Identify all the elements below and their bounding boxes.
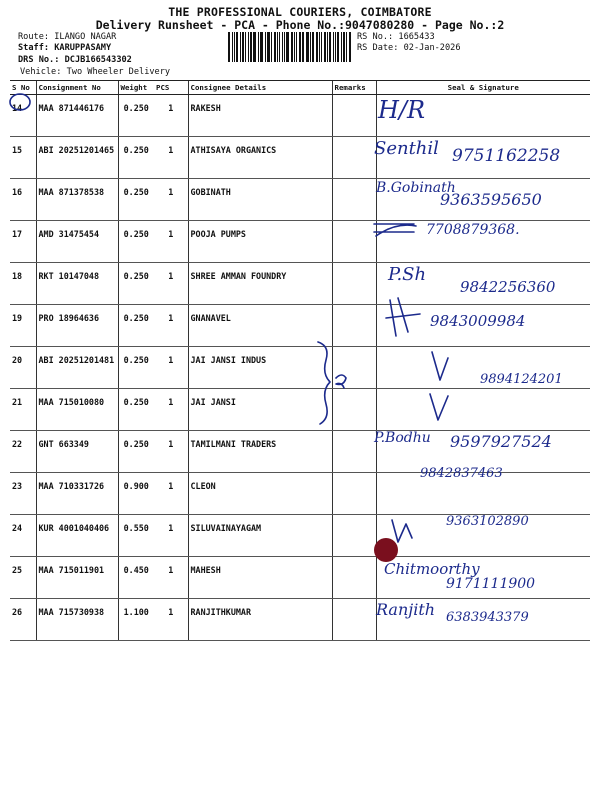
cell-sno: 17: [10, 221, 36, 263]
barcode-bar: [250, 32, 252, 62]
cell-weight: 0.250: [118, 221, 154, 263]
rs-no-label: RS No.:: [357, 32, 394, 42]
staff-value: KARUPPASAMY: [54, 43, 112, 53]
cell-consignee: ATHISAYA ORGANICS: [188, 137, 332, 179]
barcode-bar: [228, 32, 230, 62]
cell-remarks: [332, 515, 376, 557]
cell-pcs: 1: [154, 347, 188, 389]
barcode-bar: [337, 32, 339, 62]
route-value: ILANGO NAGAR: [54, 32, 117, 42]
barcode-bar: [248, 32, 249, 62]
cell-pcs: 1: [154, 599, 188, 641]
col-weight: Weight: [118, 81, 154, 95]
staff-line: [18, 43, 111, 53]
cell-weight: 0.550: [118, 515, 154, 557]
cell-signature: [376, 389, 590, 431]
rs-no-value: 1665433: [398, 32, 435, 42]
cell-weight: 0.250: [118, 95, 154, 137]
barcode-bar: [302, 32, 303, 62]
cell-consignee: JAI JANSI INDUS: [188, 347, 332, 389]
signature-19-phone: 9843009984: [430, 312, 526, 330]
vehicle-label: Vehicle:: [20, 67, 62, 77]
col-seal-signature: Seal & Signature: [376, 81, 590, 95]
cell-sno: 14: [10, 95, 36, 137]
barcode-bar: [258, 32, 259, 62]
cell-pcs: 1: [154, 137, 188, 179]
barcode-bar: [341, 32, 342, 62]
signature-26-phone: 6383943379: [446, 610, 529, 625]
table-row: [10, 95, 590, 137]
rs-date-label: RS Date:: [357, 43, 399, 53]
staff-label: Staff:: [18, 43, 50, 53]
signature-23-phone: 9842837463: [420, 466, 503, 481]
signature-15-phone: 9751162258: [452, 146, 561, 166]
cell-consignment: MAA 871378538: [36, 179, 118, 221]
cell-consignee: RAKESH: [188, 95, 332, 137]
vehicle-value: Two Wheeler Delivery: [66, 67, 171, 77]
barcode-bar: [284, 32, 285, 62]
cell-sno: 23: [10, 473, 36, 515]
rs-no-line: [357, 32, 435, 42]
barcode-bar: [265, 32, 266, 62]
cell-remarks: [332, 431, 376, 473]
barcode-bar: [253, 32, 256, 62]
table-header-row: [10, 81, 590, 95]
barcode-bar: [306, 32, 309, 62]
cell-sno: 15: [10, 137, 36, 179]
barcode-bar: [271, 32, 272, 62]
barcode-bar: [261, 32, 263, 62]
signature-25-phone: 9171111900: [446, 576, 536, 592]
cell-consignment: MAA 871446176: [36, 95, 118, 137]
col-consignee: Consignee Details: [188, 81, 332, 95]
cell-consignee: GNANAVEL: [188, 305, 332, 347]
barcode-bar: [242, 32, 244, 62]
cell-weight: 0.250: [118, 431, 154, 473]
cell-consignment: MAA 710331726: [36, 473, 118, 515]
cell-sno: 26: [10, 599, 36, 641]
cell-pcs: 1: [154, 557, 188, 599]
cell-consignee: JAI JANSI: [188, 389, 332, 431]
seal-stamp: [374, 538, 398, 562]
cell-consignment: GNT 663349: [36, 431, 118, 473]
cell-consignment: MAA 715010080: [36, 389, 118, 431]
signature-22-name: P.Bodhu: [374, 430, 431, 446]
signature-22-phone: 9597927524: [450, 432, 552, 451]
cell-pcs: 1: [154, 515, 188, 557]
cell-weight: 0.450: [118, 557, 154, 599]
col-consignment: Consignment No: [36, 81, 118, 95]
cell-remarks: [332, 137, 376, 179]
cell-consignee: GOBINATH: [188, 179, 332, 221]
table-row: [10, 389, 590, 431]
cell-consignment: MAA 715011901: [36, 557, 118, 599]
cell-remarks: [332, 599, 376, 641]
cell-consignee: CLEON: [188, 473, 332, 515]
cell-pcs: 1: [154, 179, 188, 221]
barcode-bar: [321, 32, 322, 62]
barcode-bar: [234, 32, 235, 62]
cell-remarks: [332, 305, 376, 347]
cell-remarks: [332, 179, 376, 221]
barcode-bar: [329, 32, 331, 62]
barcode-bar: [335, 32, 336, 62]
route-label: Route:: [18, 32, 50, 42]
cell-consignment: RKT 10147048: [36, 263, 118, 305]
table-row: [10, 473, 590, 515]
vehicle-line: [20, 67, 170, 77]
barcode-bar: [274, 32, 276, 62]
barcode-bar: [316, 32, 318, 62]
route-line: [18, 32, 116, 42]
barcode-bar: [324, 32, 327, 62]
signature-25-name: Chitmoorthy: [384, 560, 480, 578]
cell-weight: 0.250: [118, 347, 154, 389]
cell-remarks: [332, 389, 376, 431]
cell-consignment: PRO 18964636: [36, 305, 118, 347]
cell-sno: 16: [10, 179, 36, 221]
runsheet-subtitle: Delivery Runsheet - PCA - Phone No.:9047080280 - Page No.:2: [95, 18, 505, 32]
barcode-bar: [245, 32, 246, 62]
barcode-bar: [260, 32, 261, 62]
cell-consignee: RANJITHKUMAR: [188, 599, 332, 641]
barcode-bar: [286, 32, 289, 62]
signature-16-phone: 9363595650: [440, 190, 542, 209]
cell-remarks: [332, 557, 376, 599]
barcode-bar: [319, 32, 320, 62]
barcode-bar: [346, 32, 347, 62]
barcode-bar: [279, 32, 280, 62]
barcode: [228, 32, 352, 62]
barcode-bar: [312, 32, 314, 62]
signature-16-name: B.Gobinath: [376, 180, 456, 196]
cell-consignment: ABI 20251201481: [36, 347, 118, 389]
rs-date-line: [357, 43, 461, 53]
signature-14: H/R: [378, 96, 426, 124]
cell-sno: 19: [10, 305, 36, 347]
cell-weight: 0.900: [118, 473, 154, 515]
cell-sno: 20: [10, 347, 36, 389]
barcode-bar: [232, 32, 233, 62]
barcode-bar: [236, 32, 239, 62]
drs-value: DCJB166543302: [64, 55, 132, 65]
cell-consignee: SILUVAINAYAGAM: [188, 515, 332, 557]
barcode-bar: [333, 32, 334, 62]
col-remarks: Remarks: [332, 81, 376, 95]
cell-pcs: 1: [154, 389, 188, 431]
barcode-bar: [282, 32, 284, 62]
drs-label: DRS No.:: [18, 55, 60, 65]
signature-17-phone: 7708879368.: [426, 222, 520, 238]
cell-weight: 0.250: [118, 263, 154, 305]
cell-pcs: 1: [154, 95, 188, 137]
barcode-bar: [343, 32, 346, 62]
cell-sno: 18: [10, 263, 36, 305]
cell-pcs: 1: [154, 473, 188, 515]
signature-18-name: P.Sh: [388, 264, 427, 285]
cell-sno: 21: [10, 389, 36, 431]
cell-pcs: 1: [154, 263, 188, 305]
signature-21-phone: 9894124201: [480, 372, 563, 387]
cell-pcs: 1: [154, 305, 188, 347]
signature-26-name: Ranjith: [376, 600, 436, 619]
col-sno: S No: [10, 81, 36, 95]
barcode-bar: [296, 32, 297, 62]
signature-15-name: Senthil: [374, 138, 439, 159]
cell-weight: 0.250: [118, 305, 154, 347]
cell-weight: 0.250: [118, 389, 154, 431]
cell-remarks: [332, 221, 376, 263]
barcode-bar: [277, 32, 278, 62]
cell-consignment: KUR 4001040406: [36, 515, 118, 557]
barcode-bar: [291, 32, 293, 62]
signature-18-phone: 9842256360: [460, 278, 556, 296]
cell-pcs: 1: [154, 431, 188, 473]
cell-remarks: [332, 263, 376, 305]
barcode-bar: [349, 32, 351, 62]
drs-line: [18, 55, 132, 65]
cell-weight: 0.250: [118, 179, 154, 221]
cell-weight: 0.250: [118, 137, 154, 179]
barcode-bar: [240, 32, 241, 62]
cell-weight: 1.100: [118, 599, 154, 641]
cell-consignment: AMD 31475454: [36, 221, 118, 263]
cell-consignment: MAA 715730938: [36, 599, 118, 641]
cell-sno: 22: [10, 431, 36, 473]
cell-sno: 24: [10, 515, 36, 557]
barcode-bar: [294, 32, 295, 62]
barcode-bar: [327, 32, 328, 62]
cell-pcs: 1: [154, 221, 188, 263]
cell-remarks: [332, 347, 376, 389]
col-pcs: PCS: [154, 81, 188, 95]
cell-consignee: TAMILMANI TRADERS: [188, 431, 332, 473]
cell-consignee: POOJA PUMPS: [188, 221, 332, 263]
company-title: THE PROFESSIONAL COURIERS, COIMBATORE: [168, 5, 432, 19]
cell-remarks: [332, 95, 376, 137]
barcode-bar: [310, 32, 311, 62]
cell-consignee: SHREE AMMAN FOUNDRY: [188, 263, 332, 305]
cell-remarks: [332, 473, 376, 515]
cell-consignment: ABI 20251201465: [36, 137, 118, 179]
rs-date-value: 02-Jan-2026: [403, 43, 461, 53]
barcode-bar: [267, 32, 270, 62]
barcode-bar: [299, 32, 301, 62]
cell-sno: 25: [10, 557, 36, 599]
cell-consignee: MAHESH: [188, 557, 332, 599]
signature-24-phone: 9363102890: [446, 514, 529, 529]
barcode-bar: [303, 32, 304, 62]
